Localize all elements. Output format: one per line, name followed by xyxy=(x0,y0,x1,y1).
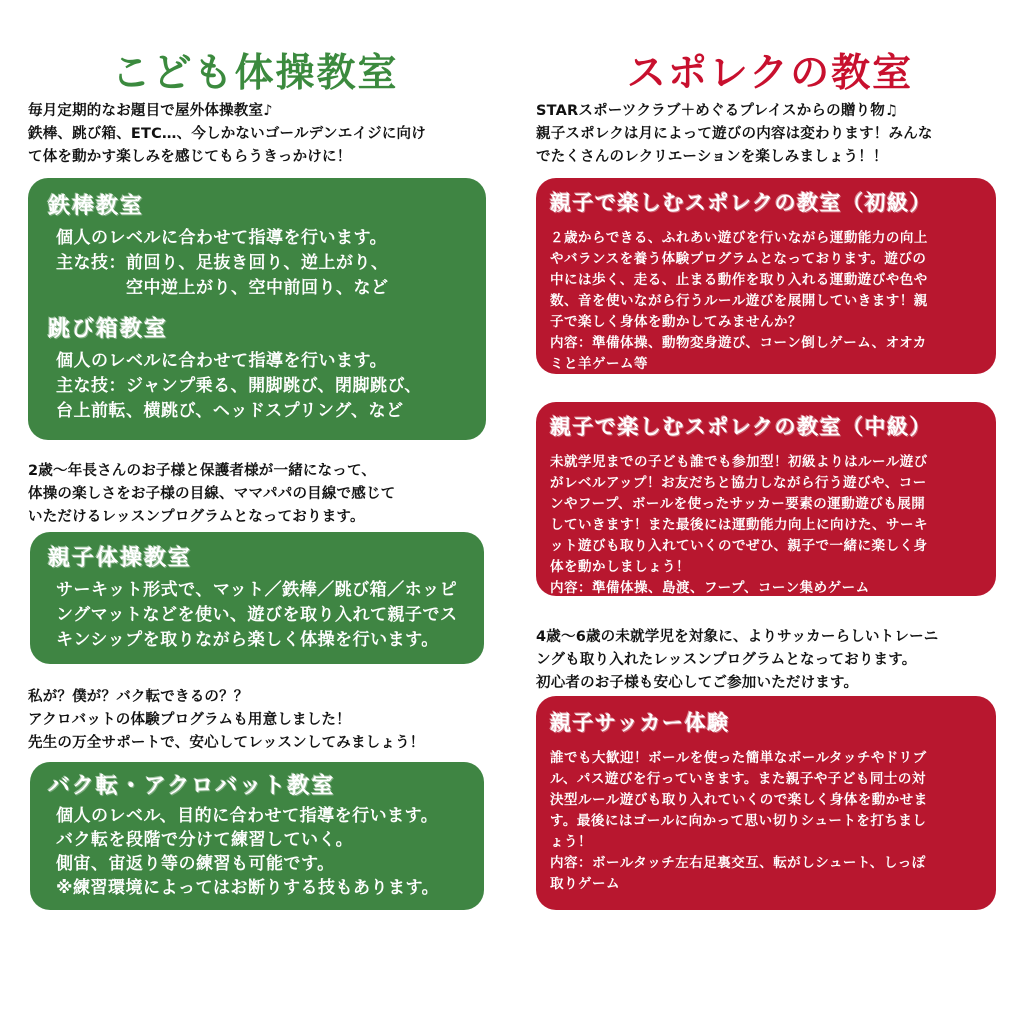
body-line: ル、パス遊びを行っていきます。また親子や子ども同士の対 xyxy=(550,771,926,787)
card-title-acrobat: バク転・アクロバット教室 xyxy=(48,774,336,799)
body-line: 主な技：ジャンプ乗る、開脚跳び、閉脚跳び、 xyxy=(56,376,422,396)
card-title-beginner: 親子で楽しむスポレクの教室（初級） xyxy=(550,191,933,215)
body-line: 側宙、宙返り等の練習も可能です。 xyxy=(56,854,335,874)
left-intro-2 xyxy=(28,460,395,529)
oyako-taiso-card xyxy=(30,532,484,664)
left-column-title: こども体操教室 xyxy=(111,51,399,96)
card-title-intermediate: 親子で楽しむスポレクの教室（中級） xyxy=(550,415,933,439)
body-line: 個人のレベル、目的に合わせて指導を行います。 xyxy=(56,806,439,826)
body-line: ミと羊ゲーム等 xyxy=(550,356,648,372)
body-line: 未就学児までの子ども誰でも参加型！初級よりはルール遊び xyxy=(550,454,928,470)
intro-line: 私が？僕が？バク転できるの？？ xyxy=(28,689,249,705)
sporec-beginner-card xyxy=(536,178,996,374)
intro-line: 親子スポレクは月によって遊びの内容は変わります！みんな xyxy=(536,126,933,142)
body-line: 個人のレベルに合わせて指導を行います。 xyxy=(56,228,388,248)
intro-line: アクロバットの体験プログラムも用意しました！ xyxy=(28,712,351,728)
card-body-acrobat xyxy=(48,804,470,900)
body-line: 子で楽しく身体を動かしてみませんか？ xyxy=(550,314,802,330)
right-column-title: スポレクの教室 xyxy=(626,51,914,96)
body-line: バク転を段階で分けて練習していく。 xyxy=(56,830,354,850)
left-intro-1 xyxy=(28,100,426,169)
body-line: 内容：準備体操、島渡、フープ、コーン集めゲーム xyxy=(550,580,870,596)
right-intro-1 xyxy=(536,100,933,169)
intro-line: 4歳～6歳の未就学児を対象に、よりサッカーらしいトレーニ xyxy=(536,629,939,645)
card-title-tobibako: 跳び箱教室 xyxy=(48,317,169,342)
intro-line: 体操の楽しさをお子様の目線、ママパパの目線で感じて xyxy=(28,486,396,502)
right-intro-2 xyxy=(536,626,939,695)
card-body-tobibako xyxy=(48,349,470,424)
body-line: 決型ルール遊びも取り入れていくので楽しく身体を動かせま xyxy=(550,792,928,808)
card-body-beginner xyxy=(550,228,982,374)
body-line: がレベルアップ！お友だちと協力しながら行う遊びや、コー xyxy=(550,475,927,491)
body-line: 誰でも大歓迎！ボールを使った簡単なボールタッチやドリブ xyxy=(550,750,927,766)
card-title-tetsubo: 鉄棒教室 xyxy=(48,194,145,219)
body-line: キンシップを取りながら楽しく体操を行います。 xyxy=(56,630,439,650)
intro-line: て体を動かす楽しみを感じてもらうきっかけに！ xyxy=(28,149,352,165)
left-intro-3 xyxy=(28,686,424,755)
intro-line: 鉄棒、跳び箱、ETC…、今しかないゴールデンエイジに向け xyxy=(28,126,426,142)
body-line: 主な技：前回り、足抜き回り、逆上がり、 xyxy=(56,253,389,273)
body-line: サーキット形式で、マット／鉄棒／跳び箱／ホッピ xyxy=(56,580,458,600)
body-line: ンやフープ、ボールを使ったサッカー要素の運動遊びも展開 xyxy=(550,496,926,512)
card-body-soccer xyxy=(550,748,982,895)
body-line: 空中逆上がり、空中前回り、など xyxy=(56,278,389,298)
body-line: 内容：準備体操、動物変身遊び、コーン倒しゲーム、オオカ xyxy=(550,335,927,351)
oyako-soccer-card xyxy=(536,696,996,910)
tetsubo-tobibako-card xyxy=(28,178,486,440)
intro-line: ングも取り入れたレッスンプログラムとなっております。 xyxy=(536,652,917,668)
body-line: ２歳からできる、ふれあい遊びを行いながら運動能力の向上 xyxy=(550,230,928,246)
card-body-tetsubo xyxy=(48,226,470,301)
card-title-soccer: 親子サッカー体験 xyxy=(550,711,730,735)
intro-line: 初心者のお子様も安心してご参加いただけます。 xyxy=(536,675,859,691)
body-line: ※練習環境によってはお断りする技もあります。 xyxy=(56,878,440,898)
body-line: 体を動かしましょう！ xyxy=(550,559,690,575)
body-line: 内容：ボールタッチ左右足裏交互、転がしシュート、しっぽ xyxy=(550,855,926,871)
intro-line: STARスポーツクラブ＋めぐるプレイスからの贈り物♫ xyxy=(536,103,899,119)
card-body-oyako-taiso xyxy=(48,578,470,653)
body-line: 中には歩く、走る、止まる動作を取り入れる運動遊びや色や xyxy=(550,272,928,288)
body-line: ット遊びも取り入れていくのでぜひ、親子で一緒に楽しく身 xyxy=(550,538,928,554)
body-line: やバランスを養う体験プログラムとなっております。遊びの xyxy=(550,251,927,267)
card-body-intermediate xyxy=(550,452,982,596)
body-line: ょう！ xyxy=(550,834,592,850)
body-line: 取りゲーム xyxy=(550,876,620,892)
body-line: す。最後にはゴールに向かって思い切りシュートを打ちまし xyxy=(550,813,927,829)
intro-line: 先生の万全サポートで、安心してレッスンしてみましょう！ xyxy=(28,735,425,751)
intro-line: でたくさんのレクリエーションを楽しみましょう！！ xyxy=(536,149,888,165)
body-line: していきます！また最後には運動能力向上に向けた、サーキ xyxy=(550,517,928,533)
acrobat-card xyxy=(30,762,484,910)
sporec-intermediate-card xyxy=(536,402,996,596)
card-title-oyako-taiso: 親子体操教室 xyxy=(48,546,193,571)
intro-line: いただけるレッスンプログラムとなっております。 xyxy=(28,509,365,525)
body-line: 個人のレベルに合わせて指導を行います。 xyxy=(56,351,388,371)
intro-line: 2歳～年長さんのお子様と保護者様が一緒になって、 xyxy=(28,463,377,479)
intro-line: 毎月定期的なお題目で屋外体操教室♪ xyxy=(28,103,273,119)
body-line: ングマットなどを使い、遊びを取り入れて親子でス xyxy=(56,605,458,625)
body-line: 台上前転、横跳び、ヘッドスプリング、など xyxy=(56,401,404,421)
body-line: 数、音を使いながら行うルール遊びを展開していきます！親 xyxy=(550,293,928,309)
